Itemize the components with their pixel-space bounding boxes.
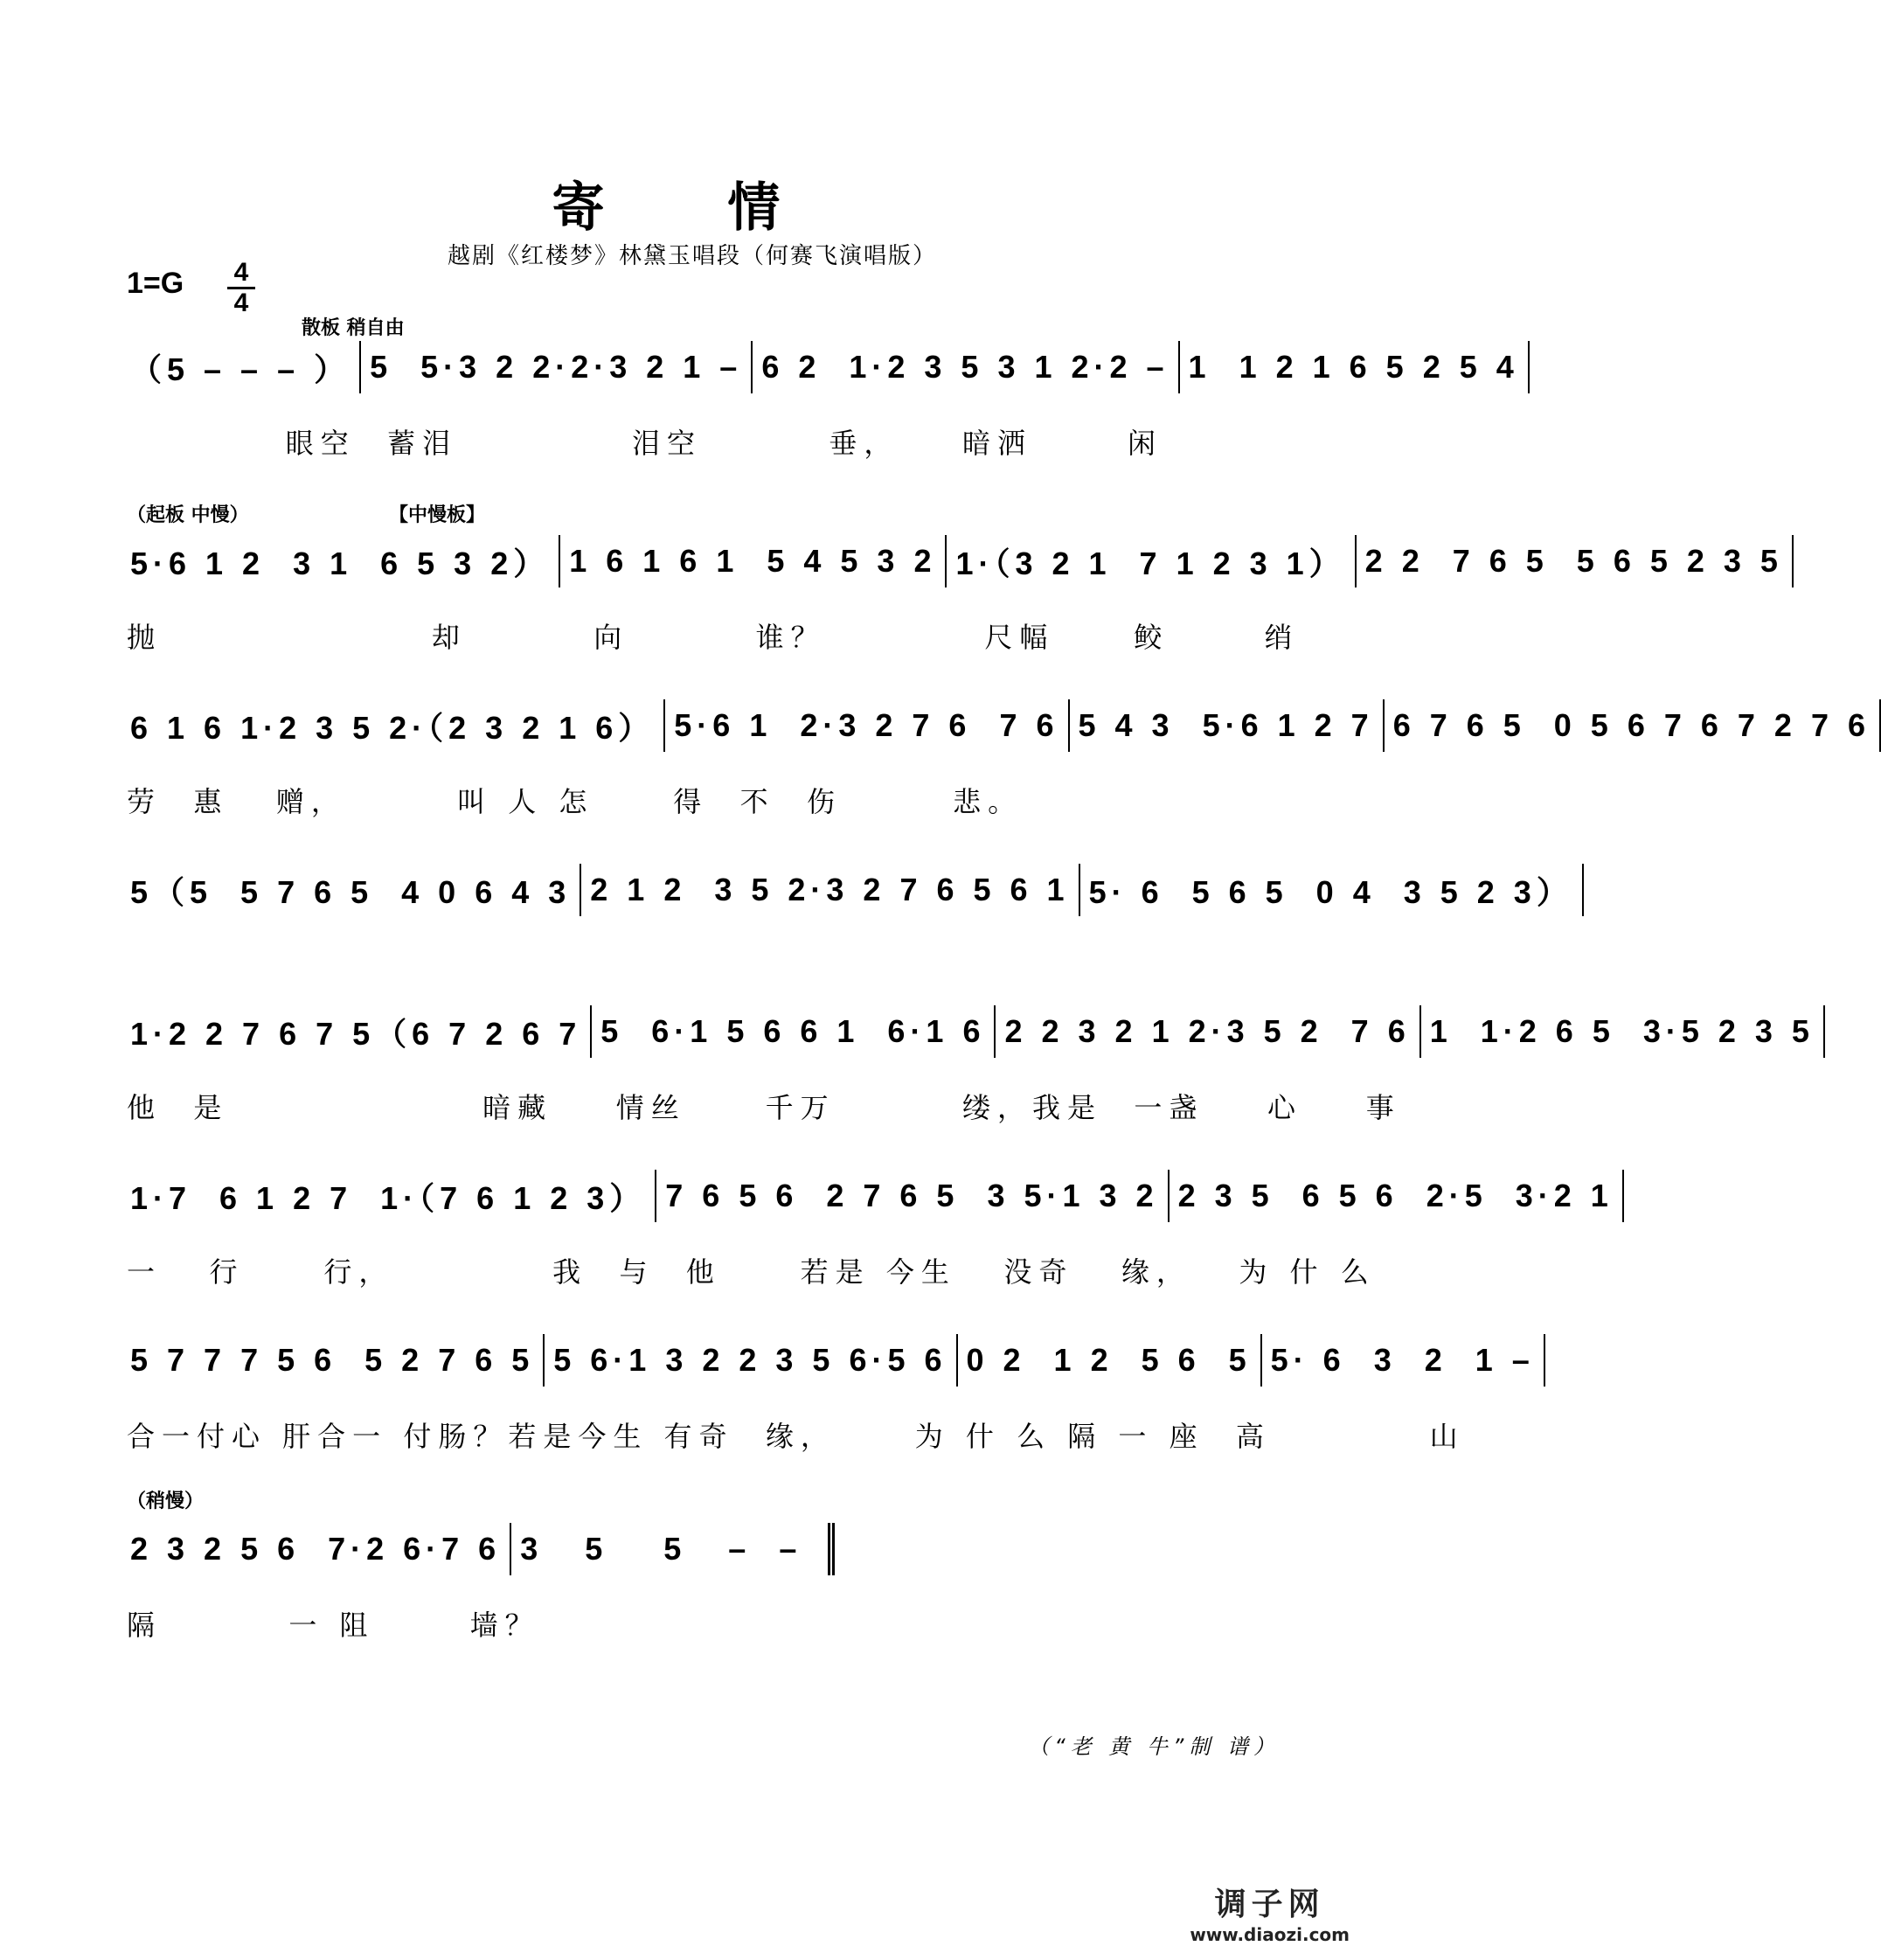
tempo-annotation: （起板 中慢）	[127, 504, 249, 526]
measure: 2 2 3 2 1 2·3 5 2 7 6	[996, 1005, 1420, 1058]
notation-line	[127, 1170, 1614, 1222]
watermark-url: www.diaozi.com	[1190, 1924, 1350, 1945]
meter-top: 4	[233, 258, 249, 287]
notation-line	[127, 1523, 802, 1575]
meter-bottom: 4	[233, 288, 249, 317]
lyrics-line: 劳 惠 赠， 叫 人 怎 得 不 伤 悲。	[127, 785, 1024, 818]
measure: 5 6·1 5 6 6 1 6·1 6	[592, 1005, 996, 1058]
lyrics-line: 隔 一 阻 墙？	[127, 1609, 540, 1642]
measure: 1·2 2 7 6 7 5（6 7 2 6 7	[127, 1005, 592, 1058]
measure: （5 – – – ）	[127, 341, 361, 393]
time-signature	[226, 259, 257, 317]
measure: 5· 6 5 6 5 0 4 3 5 2 3）	[1080, 864, 1584, 916]
tempo-annotation: 散板 稍自由	[302, 317, 405, 339]
measure: 5 6·1 3 2 2 3 5 6·5 6	[545, 1334, 957, 1387]
measure: 2 3 2 5 6 7·2 6·7 6	[127, 1523, 511, 1575]
measure: 2 2 7 6 5 5 6 5 2 3 5	[1357, 535, 1794, 587]
measure: 5· 6 3 2 1 –	[1262, 1334, 1545, 1387]
measure: 6 2 1·2 3 5 3 1 2·2 –	[753, 341, 1179, 393]
measure: 1·（3 2 1 7 1 2 3 1）	[947, 535, 1356, 587]
key-signature: 1=G	[127, 267, 184, 300]
final-measure: 3 5 5 – –	[511, 1523, 835, 1575]
measure: 2 1 2 3 5 2·3 2 7 6 5 6 1	[581, 864, 1079, 916]
lyrics-line: 眼空 蓄泪 泪空 垂， 暗洒 闲	[127, 427, 1163, 460]
lyrics-line: 抛 却 向 谁？ 尺幅 鲛 绡	[127, 621, 1300, 654]
measure: 1·7 6 1 2 7 1·（7 6 1 2 3）	[127, 1170, 656, 1222]
watermark-name: 调子网	[1214, 1887, 1325, 1922]
lyrics-line: 合一付心 肝合一 付肠？若是今生 有奇 缘， 为 什 么 隔 一 座 高 山	[127, 1420, 1465, 1453]
measure: 5 5·3 2 2·2·3 2 1 –	[361, 341, 753, 393]
song-subtitle: 越剧《红楼梦》林黛玉唱段（何赛飞演唱版）	[447, 243, 937, 269]
measure: 5·6 1 2 3 1 6 5 3 2）	[127, 535, 560, 587]
measure: 1 1 2 1 6 5 2 5 4	[1180, 341, 1530, 393]
notation-line	[127, 699, 1871, 752]
tempo-annotation: （稍慢）	[127, 1491, 205, 1512]
measure: 6 1 6 1·2 3 5 2·（2 3 2 1 6）	[127, 699, 665, 752]
notation-line	[127, 864, 1573, 916]
notation-line	[127, 1005, 1815, 1058]
measure: 7 6 5 6 2 7 6 5 3 5·1 3 2	[656, 1170, 1169, 1222]
measure: 5 7 7 7 5 6 5 2 7 6 5	[127, 1334, 545, 1387]
lyrics-line: 一 行 行， 我 与 他 若是 今生 没奇 缘， 为 什 么	[127, 1255, 1376, 1289]
measure: 2 3 5 6 5 6 2·5 3·2 1	[1170, 1170, 1624, 1222]
notation-line	[127, 341, 1519, 393]
measure: 1 6 1 6 1 5 4 5 3 2	[560, 535, 947, 587]
measure: 5 4 3 5·6 1 2 7	[1070, 699, 1385, 752]
measure: 0 2 1 2 5 6 5	[958, 1334, 1262, 1387]
arranger-credit: （“老 黄 牛”制 谱）	[1028, 1734, 1280, 1759]
notation-line	[127, 1334, 1535, 1387]
lyrics-line: 他 是 暗藏 情丝 千万 缕，我是 一盏 心 事	[127, 1091, 1401, 1124]
measure: 5·6 1 2·3 2 7 6 7 6	[665, 699, 1069, 752]
measure: 1 1·2 6 5 3·5 2 3 5	[1421, 1005, 1825, 1058]
measure: 5（5 5 7 6 5 4 0 6 4 3	[127, 864, 581, 916]
notation-line	[127, 535, 1783, 587]
site-watermark	[1190, 1880, 1350, 1945]
measure: 6 7 6 5 0 5 6 7 6 7 2 7 6	[1385, 699, 1881, 752]
tempo-annotation: 【中慢板】	[389, 504, 486, 526]
song-title: 寄 情	[552, 177, 833, 239]
